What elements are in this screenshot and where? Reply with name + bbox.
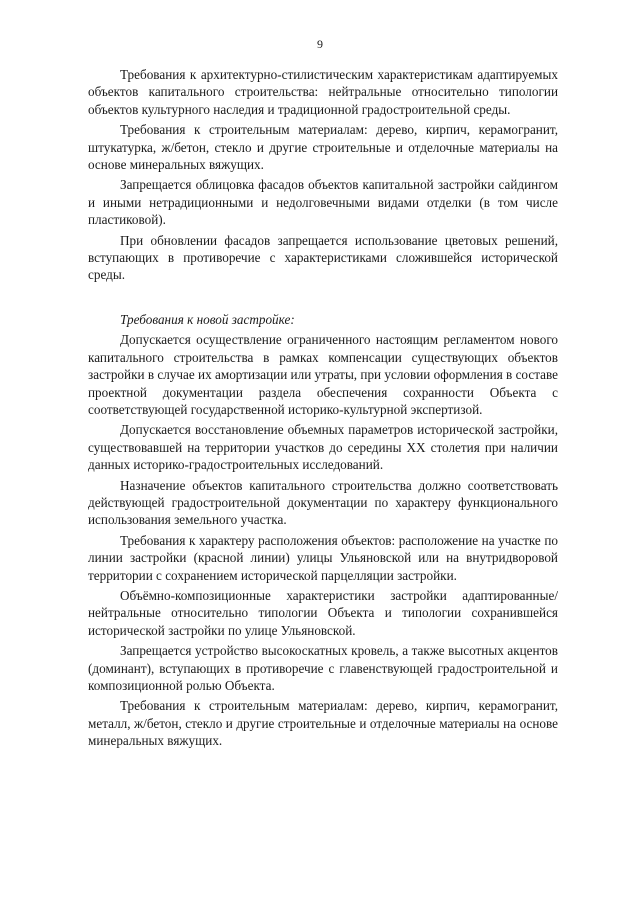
paragraph-new-construction-allowed: Допускается осуществление ограниченного настоящим регламентом нового капитального строительства в рамках компенсации существующих объектов застройки в случае их амортизации или утраты, при условии оформления в составе проектной документации раздела обеспечения сохранности Объекта с соответствующей государственной историко-культурной экспертизой. [88,332,558,417]
paragraph-placement-requirements: Требования к характеру расположения объектов: расположение на участке по линии застройки (красной линии) улицы Ульяновской или на внутридворовой территории с сохранением исторической парцелляции застройки. [88,532,558,583]
document-body [88,66,558,753]
paragraph-facade-cladding-prohibition: Запрещается облицовка фасадов объектов капитальной застройки сайдингом и иными нетрадиционными и недолговечными видами отделки (в том числе пластиковой). [88,177,558,228]
page-number: 9 [317,37,323,51]
section-heading-new-construction: Требования к новой застройке: [120,311,295,327]
paragraph-building-materials: Требования к строительным материалам: дерево, кирпич, керамогранит, штукатурка, ж/бетон, стекло и другие строительные и отделочные материалы на основе минеральных вяжущих. [88,122,558,173]
paragraph-new-building-materials: Требования к строительным материалам: дерево, кирпич, керамогранит, металл, ж/бетон, стекло и другие строительные и отделочные материалы на основе минеральных вяжущих. [88,698,558,749]
paragraph-roof-prohibition: Запрещается устройство высокоскатных кровель, а также высотных акцентов (доминант), вступающих в противоречие с главенствующей градостроительной и композиционной ролью Объекта. [88,643,558,693]
paragraph-volume-restoration: Допускается восстановление объемных параметров исторической застройки, существовавшей на территории участков до середины XX столетия при наличии данных историко-градостроительных исследований. [88,422,558,473]
paragraph-volume-composition: Объёмно-композиционные характеристики застройки адаптированные/ нейтральные относительно типологии Объекта и типологии сохранившейся исторической застройки по улице Ульяновской. [88,587,558,638]
paragraph-facade-color-prohibition: При обновлении фасадов запрещается использование цветовых решений, вступающих в противоречие с характеристиками сложившейся исторической среды. [88,232,558,283]
paragraph-architectural-requirements: Требования к архитектурно-стилистическим характеристикам адаптируемых объектов капитального строительства: нейтральные относительно типологии объектов культурного наследия и традиционной градостроительной среды. [88,67,558,117]
paragraph-purpose-of-objects: Назначение объектов капитального строительства должно соответствовать действующей градостроительной документации по характеру функционального использования земельного участка. [88,477,558,528]
